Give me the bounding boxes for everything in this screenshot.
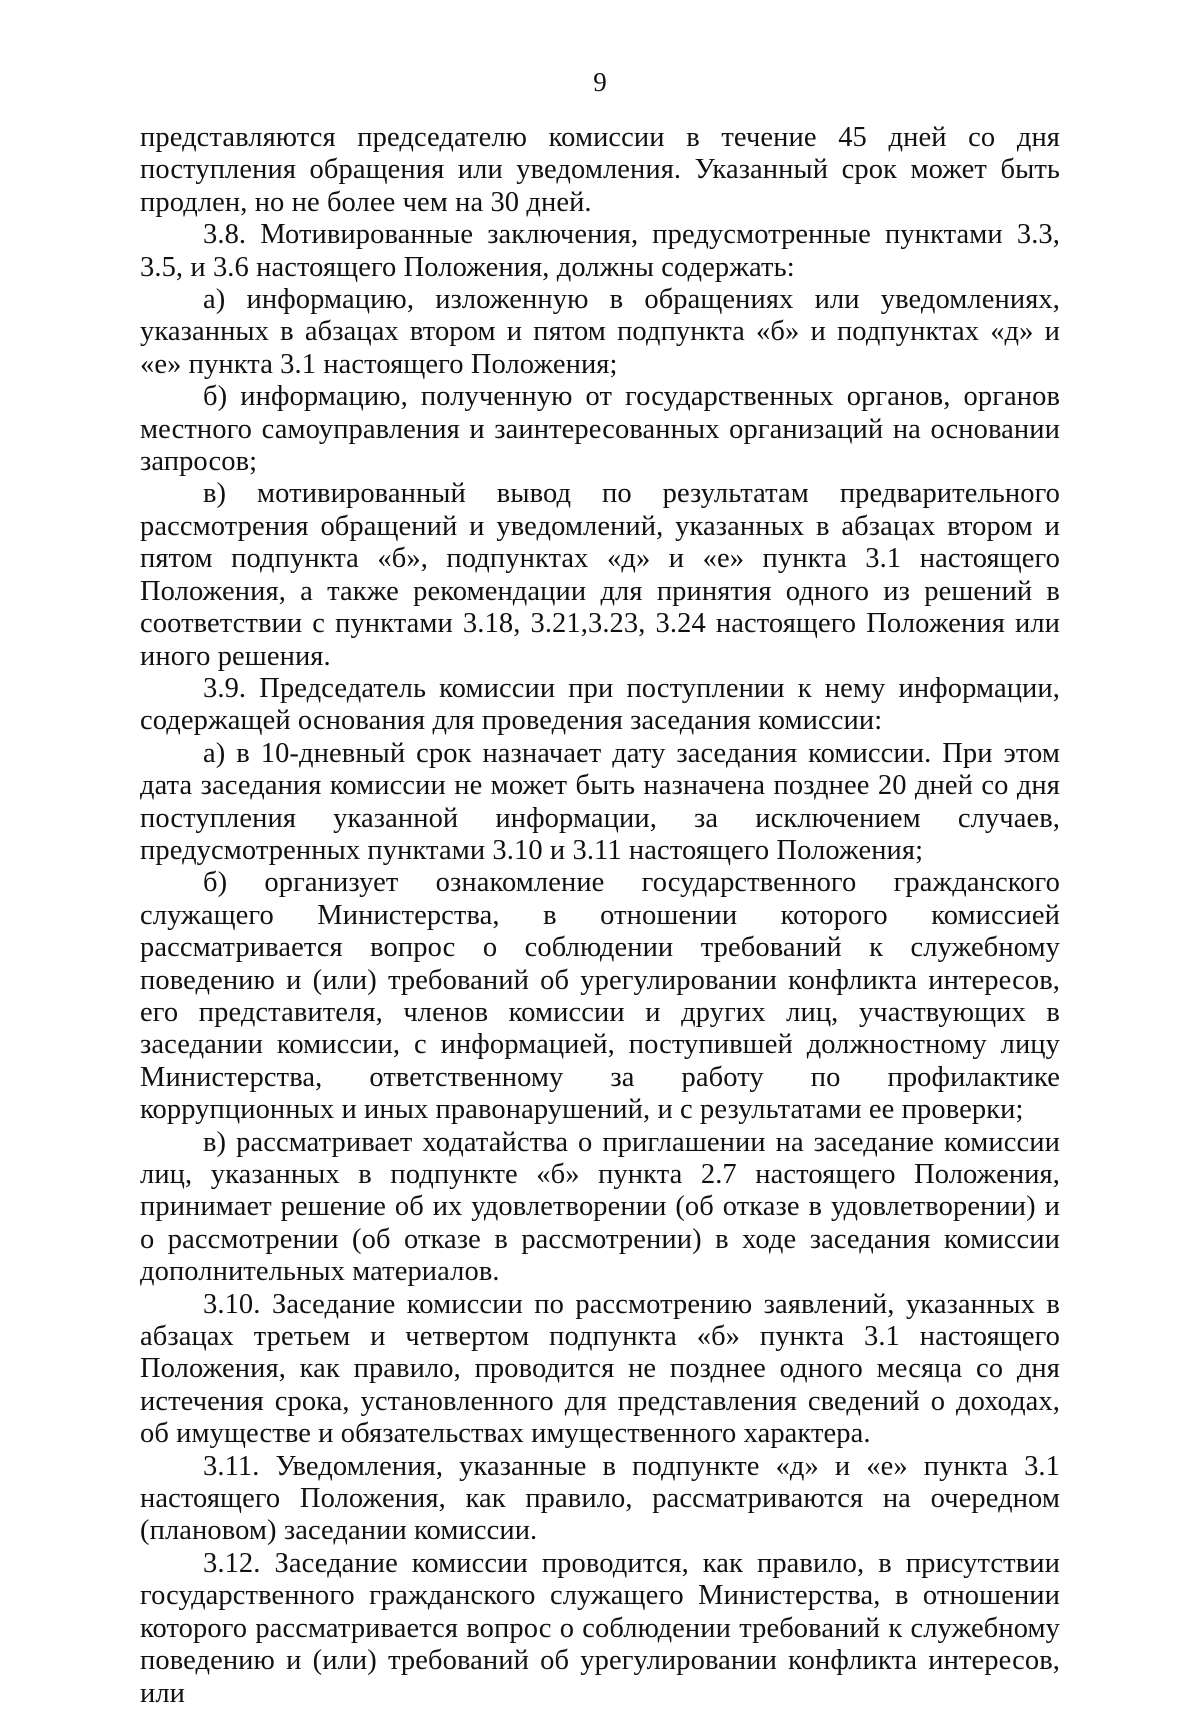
paragraph-3-12: 3.12. Заседание комиссии проводится, как правило, в присутствии государственного гражданского служащего Министерства, в отношении которого рассматривается вопрос о соблюдении требований к служебному поведению и (или) требований об урегулировании конфликта интересов, или: [140, 1547, 1060, 1709]
paragraph-3-11: 3.11. Уведомления, указанные в подпункте «д» и «е» пункта 3.1 настоящего Положения, как правило, рассматриваются на очередном (плановом) заседании комиссии.: [140, 1450, 1060, 1547]
paragraph-3-9-b: б) организует ознакомление государственного гражданского служащего Министерства, в отношении которого комиссией рассматривается вопрос о соблюдении требований к служебному поведению и (или) требований об урегулировании конфликта интересов, его представителя, членов комиссии и других лиц, участвующих в заседании комиссии, с информацией, поступившей должностному лицу Министерства, ответственному за работу по профилактике коррупционных и иных правонарушений, и с результатами ее проверки;: [140, 867, 1060, 1126]
paragraph-continuation: представляются председателю комиссии в течение 45 дней со дня поступления обращения или уведомления. Указанный срок может быть продлен, но не более чем на 30 дней.: [140, 122, 1060, 218]
paragraph-3-8-a: а) информацию, изложенную в обращениях или уведомлениях, указанных в абзацах втором и пятом подпункта «б» и подпунктах «д» и «е» пункта 3.1 настоящего Положения;: [140, 284, 1060, 380]
page-number: 9: [593, 67, 607, 97]
paragraph-3-9-a: а) в 10-дневный срок назначает дату заседания комиссии. При этом дата заседания комиссии не может быть назначена позднее 20 дней со дня поступления указанной информации, за исключением случаев, предусмотренных пунктами 3.10 и 3.11 настоящего Положения;: [140, 737, 1060, 866]
paragraph-3-10: 3.10. Заседание комиссии по рассмотрению заявлений, указанных в абзацах третьем и четвертом подпункта «б» пункта 3.1 настоящего Положения, как правило, проводится не позднее одного месяца со дня истечения срока, установленного для представления сведений о доходах, об имуществе и обязательствах имущественного характера.: [140, 1288, 1060, 1450]
document-body: [140, 122, 1060, 1710]
paragraph-3-9-v: в) рассматривает ходатайства о приглашении на заседание комиссии лиц, указанных в подпункте «б» пункта 2.7 настоящего Положения, принимает решение об их удовлетворении (об отказе в удовлетворении) и о рассмотрении (об отказе в рассмотрении) в ходе заседания комиссии дополнительных материалов.: [140, 1126, 1060, 1288]
paragraph-3-8-v: в) мотивированный вывод по результатам предварительного рассмотрения обращений и уведомлений, указанных в абзацах втором и пятом подпункта «б», подпунктах «д» и «е» пункта 3.1 настоящего Положения, а также рекомендации для принятия одного из решений в соответствии с пунктами 3.18, 3.21,3.23, 3.24 настоящего Положения или иного решения.: [140, 478, 1060, 672]
paragraph-3-8-b: б) информацию, полученную от государственных органов, органов местного самоуправления и заинтересованных организаций на основании запросов;: [140, 381, 1060, 478]
paragraph-3-8: 3.8. Мотивированные заключения, предусмотренные пунктами 3.3, 3.5, и 3.6 настоящего Положения, должны содержать:: [140, 219, 1060, 283]
paragraph-3-9: 3.9. Председатель комиссии при поступлении к нему информации, содержащей основания для проведения заседания комиссии:: [140, 672, 1060, 737]
